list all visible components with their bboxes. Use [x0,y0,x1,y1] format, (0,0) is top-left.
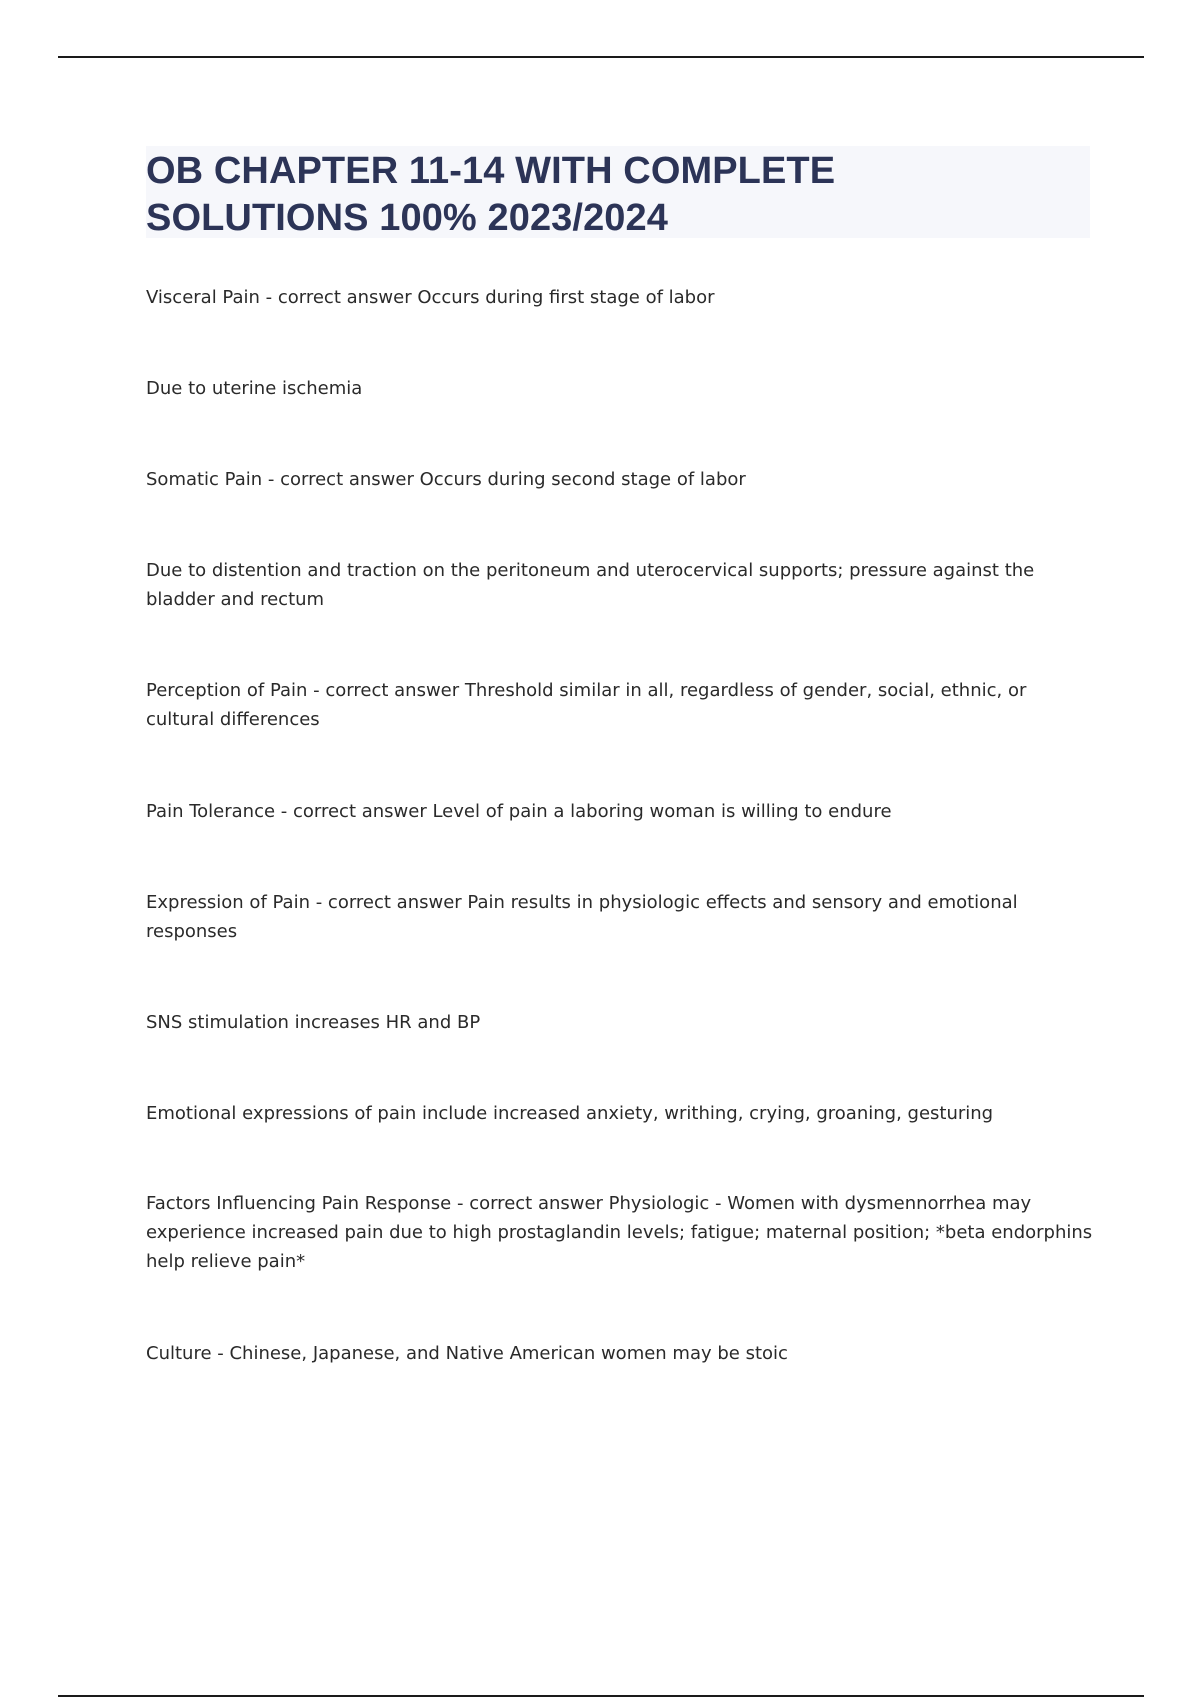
entry-emotional-expressions: Emotional expressions of pain include increased anxiety, writhing, crying, groaning, gesturing [146,1103,994,1124]
entry-perception-of-pain: Perception of Pain - correct answer Threshold similar in all, regardless of gender, social, ethnic, or cultural differences [146,680,1027,730]
entry-sns-stimulation: SNS stimulation increases HR and BP [146,1012,481,1033]
entry-distention: Due to distention and traction on the peritoneum and uterocervical supports; pressure against the bladder and rectum [146,560,1035,610]
page-title: OB CHAPTER 11-14 WITH COMPLETE SOLUTIONS 100% 2023/2024 [146,150,836,239]
bottom-divider [58,1695,1144,1697]
entry-culture: Culture - Chinese, Japanese, and Native American women may be stoic [146,1343,788,1364]
entry-pain-tolerance: Pain Tolerance - correct answer Level of pain a laboring woman is willing to endure [146,801,892,822]
title-block [146,146,1090,238]
entry-visceral-pain: Visceral Pain - correct answer Occurs during first stage of labor [146,287,715,308]
entry-uterine-ischemia: Due to uterine ischemia [146,378,363,399]
entry-expression-of-pain: Expression of Pain - correct answer Pain results in physiologic effects and sensory and emotional responses [146,892,1018,942]
entry-somatic-pain: Somatic Pain - correct answer Occurs during second stage of labor [146,469,746,490]
entry-factors-influencing-pain: Factors Influencing Pain Response - correct answer Physiologic - Women with dysmennorrhea may experience increased pain due to high prostaglandin levels; fatigue; maternal position; *beta endorphins help relieve pain* [146,1193,1093,1272]
top-divider [58,56,1144,58]
